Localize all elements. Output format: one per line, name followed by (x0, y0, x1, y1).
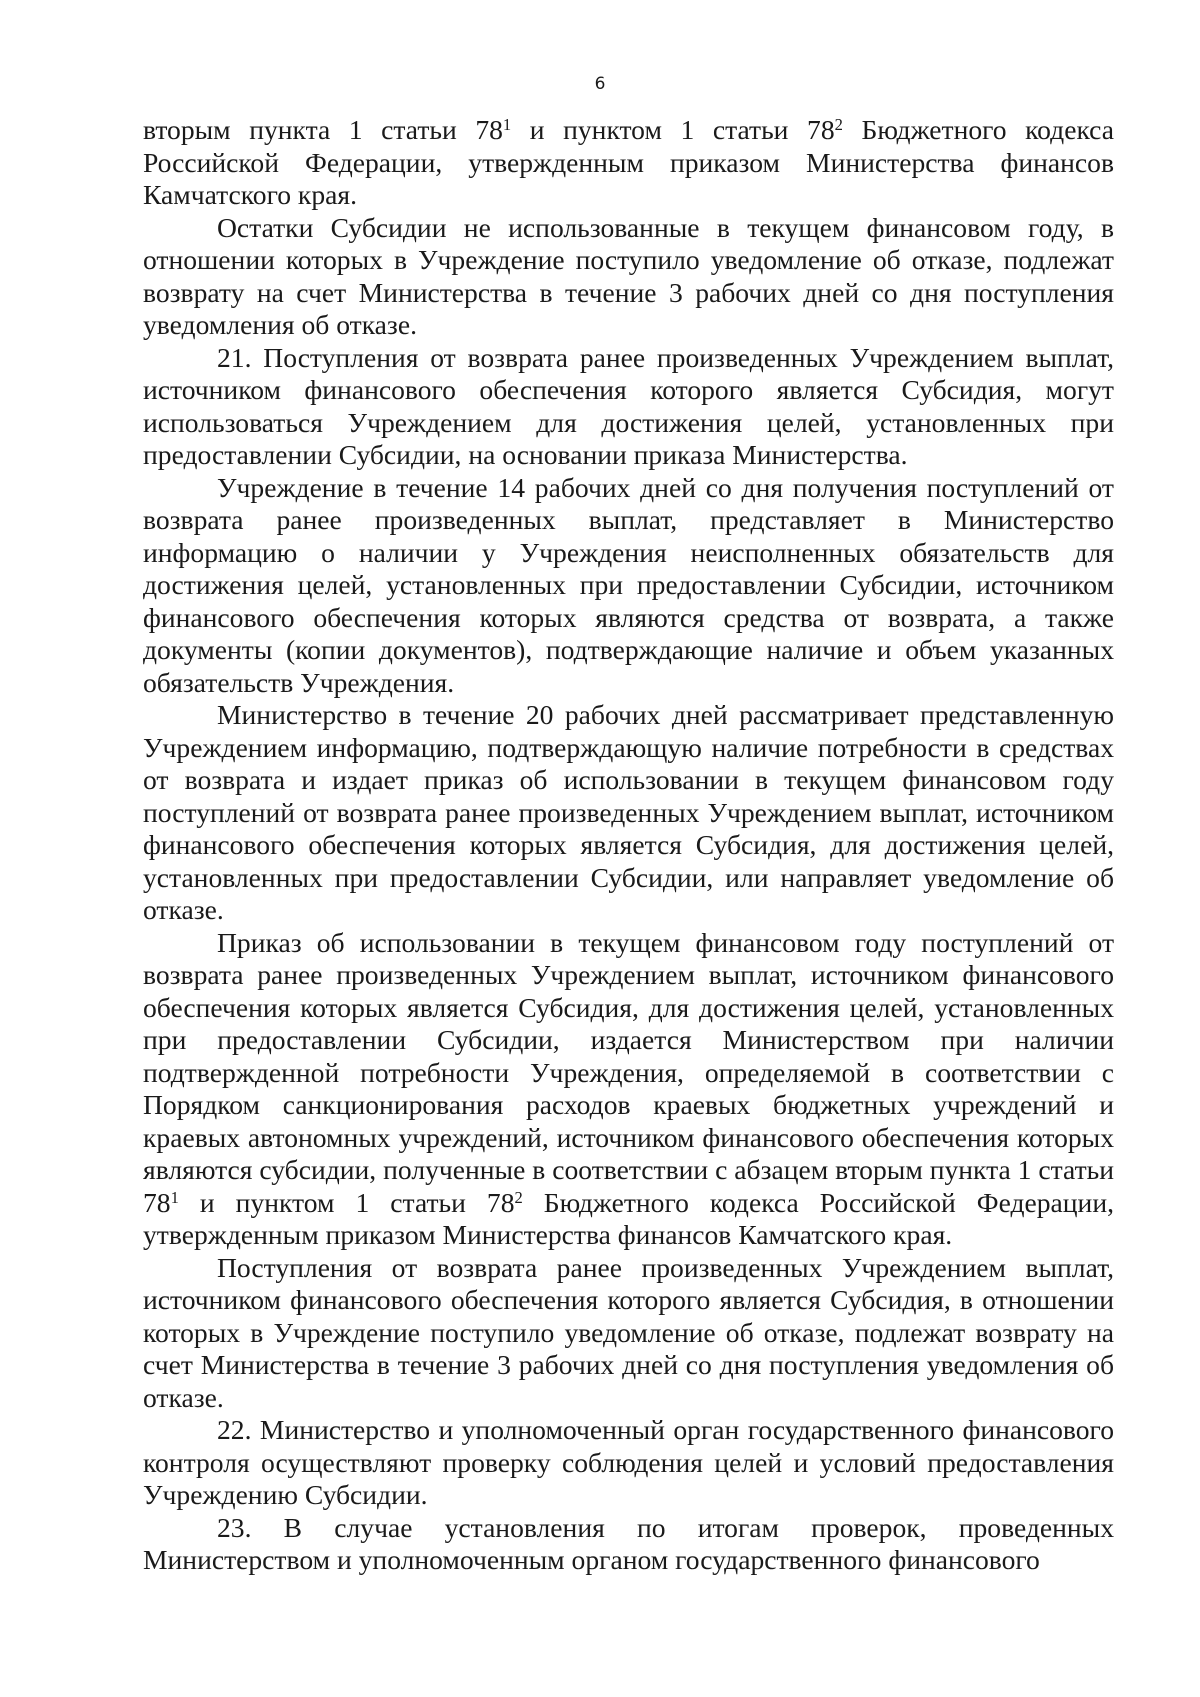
superscript: 2 (834, 114, 843, 134)
document-body (143, 114, 1114, 1577)
paragraph-text: Приказ об использовании в текущем финансовом году поступлений от возврата ранее произведенных Учреждением выплат, источником финансового обеспечения которых является Субсидия, для достижения целей, установленных при предоставлении Субсидии, издается Министерством при наличии подтвержденной потребности Учреждения, определяемой в соответствии с Порядком санкционирования расходов краевых бюджетных учреждений и краевых автономных учреждений, источником финансового обеспечения которых являются субсидии, полученные в соответствии с абзацем вторым пункта 1 статьи 78 (143, 926, 1114, 1218)
superscript: 1 (502, 114, 512, 134)
paragraph-text: Бюджетного кодекса Российской Федерации, утвержденным приказом Министерства финансов Камчатского края. (143, 114, 1114, 210)
paragraph-institution-info: Учреждение в течение 14 рабочих дней со дня получения поступлений от возврата ранее произведенных выплат, представляет в Министерство информацию о наличии у Учреждения неисполненных обязательств для достижения целей, установленных при предоставлении Субсидии, источником финансового обеспечения которых являются средства от возврата, а также документы (копии документов), подтверждающие наличие и объем указанных обязательств Учреждения. (143, 471, 1114, 698)
paragraph-22: 22. Министерство и уполномоченный орган государственного финансового контроля осуществляют проверку соблюдения целей и условий предоставления Учреждению Субсидии. (143, 1414, 1114, 1510)
superscript: 1 (170, 1187, 179, 1207)
paragraph-return-receipts: Поступления от возврата ранее произведенных Учреждением выплат, источником финансового обеспечения которого является Субсидия, в отношении которых в Учреждение поступило уведомление об отказе, подлежат возврату на счет Министерства в течение 3 рабочих дней со дня поступления уведомления об отказе. (143, 1251, 1114, 1413)
paragraph-text: и пунктом 1 статьи 78 (178, 1186, 515, 1218)
paragraph-order-usage (143, 927, 1114, 1252)
paragraph-continuation (143, 114, 1114, 212)
paragraph-21: 21. Поступления от возврата ранее произведенных Учреждением выплат, источником финансового обеспечения которого является Субсидия, могут использоваться Учреждением для достижения целей, установленных при предоставлении Субсидии, на основании приказа Министерства. (143, 341, 1114, 470)
paragraph-text: вторым пункта 1 статьи 78 (143, 114, 503, 145)
page-number: 6 (594, 74, 606, 94)
paragraph-23: 23. В случае установления по итогам проверок, проведенных Министерством и уполномоченным органом государственного финансового (143, 1511, 1114, 1575)
paragraph-ministry-review: Министерство в течение 20 рабочих дней рассматривает представленную Учреждением информацию, подтверждающую наличие потребности в средствах от возврата и издает приказ об использовании в текущем финансовом году поступлений от возврата ранее произведенных Учреждением выплат, источником финансового обеспечения которых является Субсидия, для достижения целей, установленных при предоставлении Субсидии, или направляет уведомление об отказе. (143, 699, 1114, 925)
paragraph-text: Бюджетного кодекса Российской Федерации, утвержденным приказом Министерства финансов Камчатского края. (143, 1186, 1114, 1250)
superscript: 2 (514, 1187, 523, 1207)
paragraph-subsidy-remainder: Остатки Субсидии не использованные в текущем финансовом году, в отношении которых в Учреждение поступило уведомление об отказе, подлежат возврату на счет Министерства в течение 3 рабочих дней со дня поступления уведомления об отказе. (143, 211, 1114, 340)
paragraph-text: и пунктом 1 статьи 78 (511, 114, 835, 145)
